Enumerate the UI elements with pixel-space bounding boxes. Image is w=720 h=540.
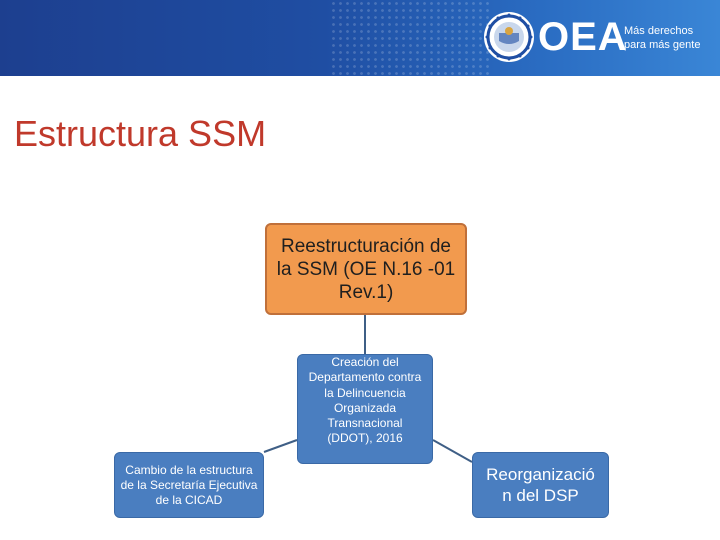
diagram-node-dsp-label: Reorganizació n del DSP <box>486 465 595 505</box>
slogan-line-2: para más gente <box>624 39 701 51</box>
oea-logo-text: OEA <box>538 15 628 59</box>
connector-to-right <box>433 440 472 462</box>
diagram-node-cicad-label: Cambio de la estructura de la Secretaría Ejecutiva de la CICAD <box>120 462 258 507</box>
diagram-node-ddot-label: Creación del Departamento contra la Delincuencia Organizada Transnacional (DDOT), 2016 <box>308 355 422 446</box>
diagram-node-cicad <box>114 452 264 518</box>
slogan-line-1: Más derechos <box>624 25 694 37</box>
slide-title: Estructura SSM <box>14 113 267 154</box>
diagram-node-root-label: Reestructuración de la SSM (OE N.16 -01 Rev.1) <box>276 235 456 303</box>
diagram-node-dsp <box>472 452 609 518</box>
diagram-node-ddot <box>297 354 433 464</box>
connector-to-left <box>264 440 297 452</box>
diagram-node-root <box>265 223 467 315</box>
